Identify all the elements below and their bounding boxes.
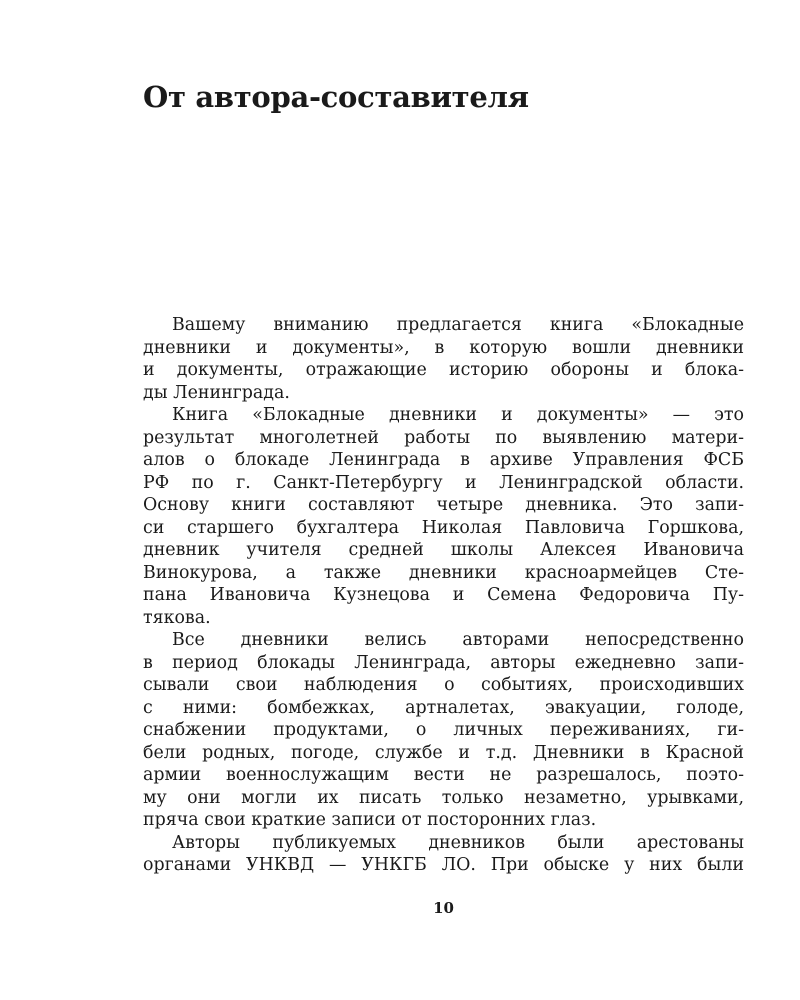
text-line: органами УНКВД — УНКГБ ЛО. При обыске у них были (143, 855, 744, 875)
text-line: Основу книги составляют четыре дневника. Это запи- (143, 495, 744, 515)
text-line: му они могли их писать только незаметно, урывками, (143, 787, 744, 808)
text-line: Книга «Блокадные дневники и документы» — это (172, 405, 744, 425)
text-line: Все дневники велись авторами непосредственно (172, 630, 744, 650)
text-line: РФ по г. Санкт-Петербургу и Ленинградской области. (143, 472, 744, 493)
text-line: Авторы публикуемых дневников были арестованы (172, 832, 744, 853)
page-title: От автора-составителя (143, 80, 529, 114)
text-line: Вашему вниманию предлагается книга «Блокадные (172, 315, 744, 335)
body-text (143, 314, 744, 877)
page-number: 10 (433, 899, 454, 917)
text-line: бели родных, погоде, службе и т.д. Дневники в Красной (143, 742, 744, 763)
text-line: ды Ленинграда. (143, 382, 290, 403)
text-line: Винокурова, а также дневники красноармейцев Сте- (143, 562, 744, 583)
text-line: и документы, отражающие историю обороны и блока- (143, 360, 744, 380)
text-line: дневник учителя средней школы Алексея Ивановича (143, 540, 744, 560)
text-line: армии военнослужащим вести не разрешалось, поэто- (143, 765, 744, 785)
text-line: результат многолетней работы по выявлению матери- (143, 427, 744, 448)
text-line: пана Ивановича Кузнецова и Семена Федоровича Пу- (143, 585, 744, 605)
text-line: пряча свои краткие записи от посторонних глаз. (143, 810, 597, 830)
text-line: тякова. (143, 607, 211, 628)
text-line: сывали свои наблюдения о событиях, происходивших (143, 675, 744, 695)
text-line: снабжении продуктами, о личных переживаниях, ги- (143, 720, 744, 740)
text-line: алов о блокаде Ленинграда в архиве Управления ФСБ (143, 450, 744, 470)
text-line: с ними: бомбежках, артналетах, эвакуации, голоде, (143, 697, 744, 718)
text-line: дневники и документы», в которую вошли дневники (143, 337, 744, 358)
text-line: си старшего бухгалтера Николая Павловича Горшкова, (143, 517, 744, 538)
text-line: в период блокады Ленинграда, авторы ежедневно запи- (143, 652, 744, 673)
